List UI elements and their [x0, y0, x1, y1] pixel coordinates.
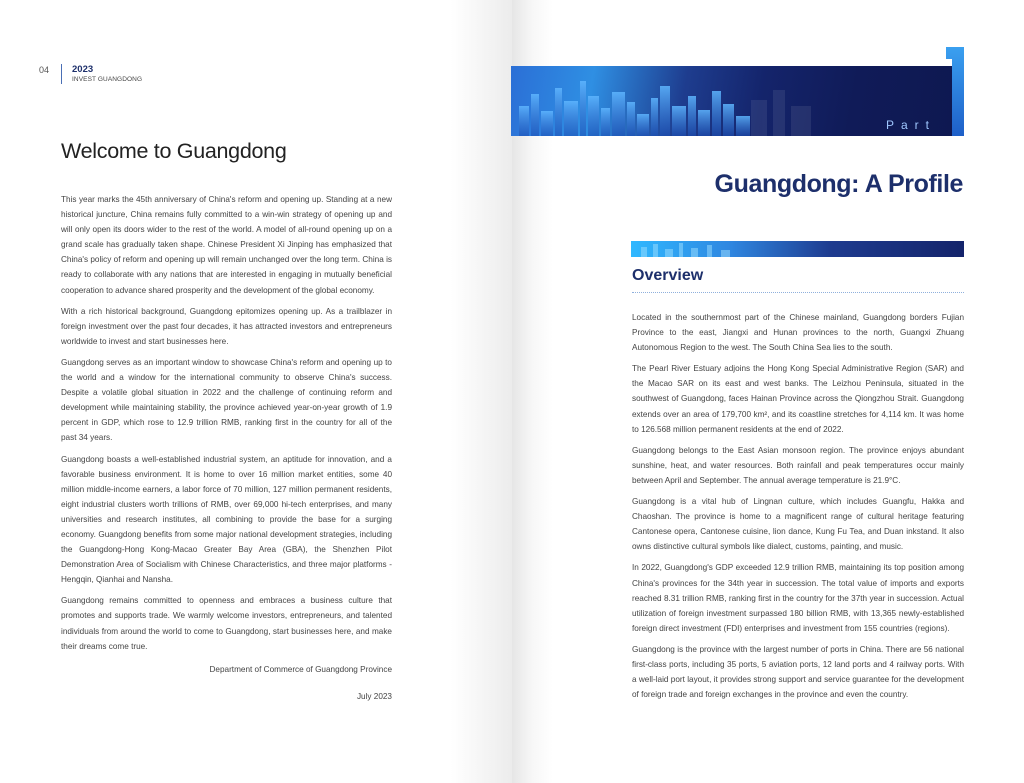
signature: Department of Commerce of Guangdong Province — [209, 664, 392, 674]
header-year: 2023 — [72, 64, 94, 75]
paragraph: Guangdong remains committed to openness and embraces a business culture that promotes and supports trade. We warmly welcome investors, entrepreneurs, and talented individuals from around the world to come to Guangdong, start businesses here, and make their dreams come true. — [61, 596, 392, 651]
page-title: Welcome to Guangdong — [61, 139, 287, 163]
paragraph: Located in the southernmost part of the Chinese mainland, Guangdong borders Fujian Province to the east, Jiangxi and Hunan provinces to the north, Guangxi Zhuang Autonomous Region to the west. The South China Sea lies to the south. — [632, 313, 964, 353]
paragraph: Guangdong is the province with the largest number of ports in China. There are 56 national first-class ports, including 35 ports, 5 aviation ports, 12 land ports and 4 railway ports. With a well-laid port layout, it provides strong support and service guarantee for the development of foreign trade and foreign exchanges in the province and even the country. — [632, 644, 964, 700]
section-strip — [631, 241, 964, 257]
paragraph: The Pearl River Estuary adjoins the Hong Kong Special Administrative Region (SAR) and the Macao SAR on its east and west banks. The Leizhou Peninsula, situated in the southwest of Guangdong, faces Hainan Province across the Qiongzhou Strait. Guangdong extends over an area of 179,700 km², and its coastline stretches for 4,114 km. It was home to 126.568 million permanent residents at the end of 2022. — [632, 364, 964, 434]
part-number-graphic — [942, 47, 964, 136]
paragraph: With a rich historical background, Guangdong epitomizes opening up. As a trailblazer in foreign investment over the past four decades, it has attracted investors and entrepreneurs worldwide to invest and start businesses here. — [61, 306, 392, 346]
welcome-body — [61, 192, 392, 710]
paragraph: Guangdong belongs to the East Asian monsoon region. The province enjoys abundant sunshine, heat, and water resources. Both rainfall and peak temperatures occur mainly between April and September. The annual average temperature is 21.9°C. — [632, 445, 964, 485]
paragraph: Guangdong serves as an important window to showcase China's reform and opening up to the world and a window for the international community to observe China's success. Despite a volatile global situation in 2022 and the challenge of continuing reform and development while maintaining stability, the province achieved year-on-year growth of 1.9 percent in GDP, which rose to 12.9 trillion RMB, ranking first in the country for all of the past 34 years. — [61, 357, 392, 443]
paragraph: In 2022, Guangdong's GDP exceeded 12.9 trillion RMB, maintaining its top position among China's provinces for the 34th year in succession. The total value of imports and exports reached 8.31 trillion RMB, ranking first in the country for the 37th year in succession. Actual utilization of foreign investment surpassed 180 billion RMB, with 13,365 newly-established foreign direct investment (FDI) enterprises and investment from 155 countries (regions). — [632, 563, 964, 633]
section-divider — [632, 292, 964, 293]
paragraph: Guangdong is a vital hub of Lingnan culture, which includes Guangfu, Hakka and Chaoshan. The province is home to a magnificent range of cultural heritage featuring Cantonese opera, Cantonese cuisine, lion dance, Kung Fu Tea, and Duan inkstand. It also owns distinctive cultural symbols like dialect, customs, painting, and music. — [632, 497, 964, 552]
overview-body — [632, 310, 964, 708]
date: July 2023 — [356, 691, 392, 701]
page-number: 04 — [39, 65, 50, 75]
chapter-title: Guangdong: A Profile — [714, 170, 963, 198]
header-subtitle: INVEST GUANGDONG — [72, 76, 143, 83]
paragraph: This year marks the 45th anniversary of China's reform and opening up. Standing at a new historical juncture, China remains fully committed to a win-win strategy of opening up and will only open its doors wider to the rest of the world. A model of all-round opening up on a grand scale has gradually taken shape. Chinese President Xi Jinping has emphasized that China's policy of reform and opening up will remain unchanged over the long term. China is ready to collaborate with any nations that are interested in engaging in mutually beneficial cooperation to advance shared prosperity and the development of the global economy. — [61, 195, 392, 295]
section-title: Overview — [632, 267, 704, 284]
paragraph: Guangdong boasts a well-established industrial system, an aptitude for innovation, and a favorable business environment. It is home to over 16 million market entities, some 40 million middle-income earners, a labor force of 70 million, 127 million permanent residents, eight industrial clusters worth trillions of RMB, over 69,000 hi-tech enterprises, and many universities and research institutes, all combining to provide the base for a surging economy. Guangdong benefits from some major national development strategies, including the Guangdong-Hong Kong-Macao Greater Bay Area (GBA), the Shenzhen Pilot Demonstration Area of Socialism with Chinese Characteristics, and three major platforms - Hengqin, Qianhai and Nansha. — [61, 454, 392, 585]
header-divider — [61, 64, 62, 84]
part-label: Part — [886, 118, 937, 132]
